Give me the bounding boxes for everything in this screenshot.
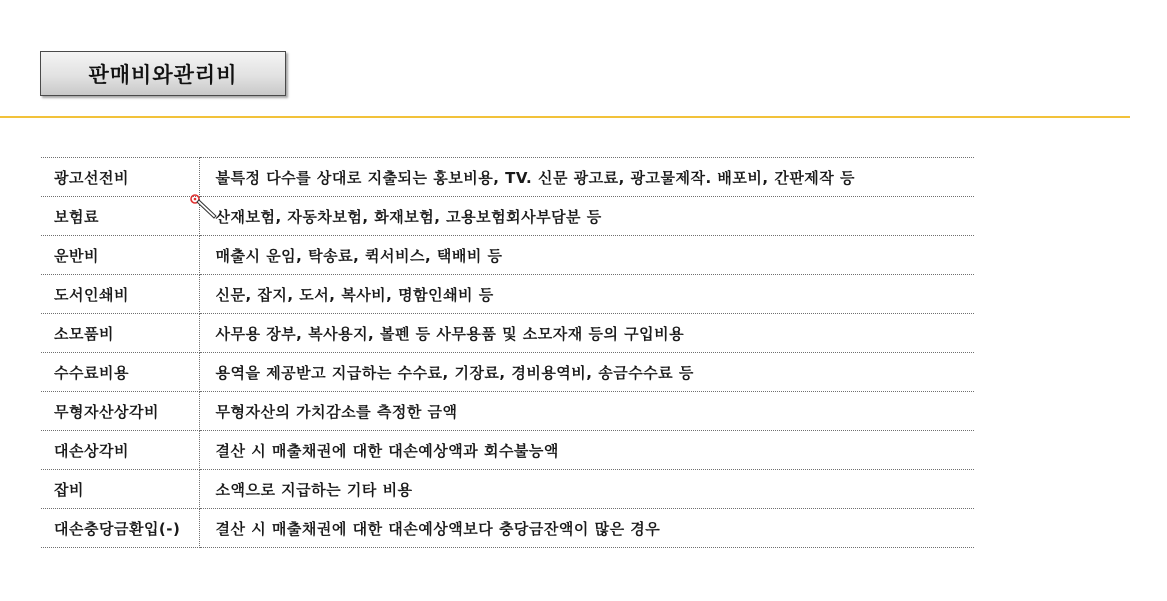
- term-cell: 잡비: [41, 470, 199, 509]
- title-divider: [0, 116, 1130, 118]
- page-title: 판매비와관리비: [40, 51, 286, 96]
- table-row: [41, 509, 974, 548]
- description-cell: 사무용 장부, 복사용지, 볼펜 등 사무용품 및 소모자재 등의 구입비용: [199, 314, 974, 353]
- description-cell: 불특정 다수를 상대로 지출되는 홍보비용, TV. 신문 광고료, 광고물제작. 배포비, 간판제작 등: [199, 158, 974, 197]
- term-cell: 보험료: [41, 197, 199, 236]
- table-row: [41, 314, 974, 353]
- table-row: [41, 275, 974, 314]
- pen-cursor-icon: [190, 192, 220, 222]
- term-cell: 도서인쇄비: [41, 275, 199, 314]
- description-cell: 소액으로 지급하는 기타 비용: [199, 470, 974, 509]
- description-cell: 결산 시 매출채권에 대한 대손예상액과 회수불능액: [199, 431, 974, 470]
- term-cell: 소모품비: [41, 314, 199, 353]
- expense-table: [41, 157, 974, 548]
- description-cell: 산재보험, 자동차보험, 화재보험, 고용보험회사부담분 등: [199, 197, 974, 236]
- table-row: [41, 392, 974, 431]
- term-cell: 대손충당금환입(-): [41, 509, 199, 548]
- expense-table-grid: [41, 157, 974, 548]
- term-cell: 대손상각비: [41, 431, 199, 470]
- table-row: [41, 431, 974, 470]
- table-row: [41, 353, 974, 392]
- table-row: [41, 197, 974, 236]
- description-cell: 결산 시 매출채권에 대한 대손예상액보다 충당금잔액이 많은 경우: [199, 509, 974, 548]
- table-row: [41, 470, 974, 509]
- term-cell: 수수료비용: [41, 353, 199, 392]
- description-cell: 무형자산의 가치감소를 측정한 금액: [199, 392, 974, 431]
- term-cell: 운반비: [41, 236, 199, 275]
- term-cell: 무형자산상각비: [41, 392, 199, 431]
- term-cell: 광고선전비: [41, 158, 199, 197]
- description-cell: 매출시 운임, 탁송료, 퀵서비스, 택배비 등: [199, 236, 974, 275]
- table-row: [41, 158, 974, 197]
- table-row: [41, 236, 974, 275]
- description-cell: 용역을 제공받고 지급하는 수수료, 기장료, 경비용역비, 송금수수료 등: [199, 353, 974, 392]
- description-cell: 신문, 잡지, 도서, 복사비, 명함인쇄비 등: [199, 275, 974, 314]
